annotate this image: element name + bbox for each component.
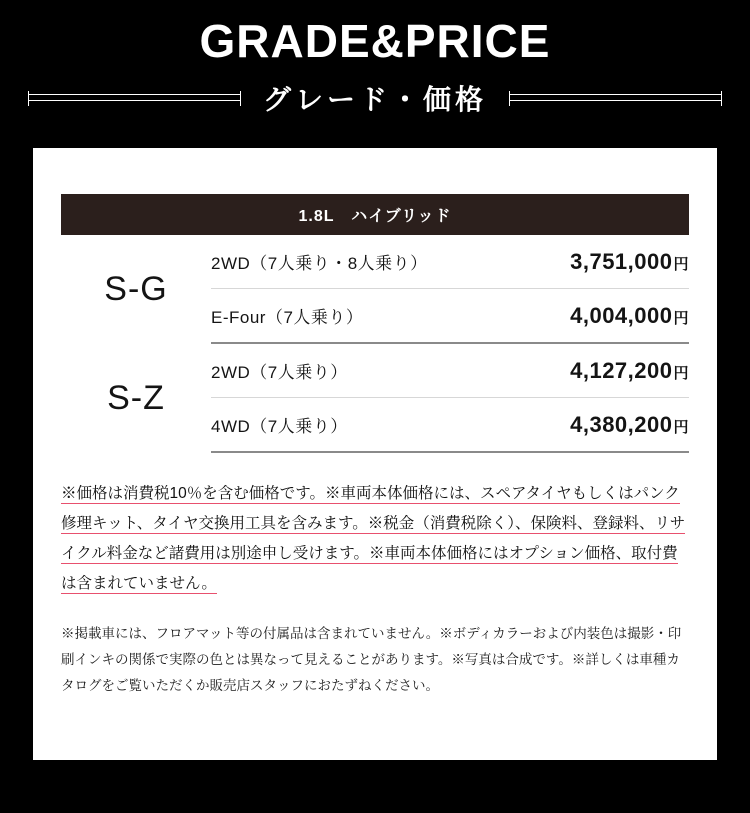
row-price: [570, 358, 689, 384]
row-price-unit: 円: [673, 418, 689, 436]
page-header: [0, 0, 750, 118]
row-price: [570, 412, 689, 438]
notes-primary: [61, 479, 689, 599]
page-subtitle: グレード・価格: [263, 84, 488, 115]
notes-secondary: ※掲載車には、フロアマット等の付属品は含まれていません。※ボディカラーおよび内装色は撮影・印刷インキの関係で実際の色とは異なって見えることがあります。※写真は合成です。※詳しくは車種カタログをご覧いただくか販売店スタッフにおたずねください。: [61, 626, 682, 693]
header-subtitle-row: [0, 78, 750, 118]
row-price-value: 3,751,000: [570, 248, 673, 274]
price-card: [33, 148, 717, 760]
page-title: GRADE&PRICE: [199, 15, 551, 67]
rule-cap-left-inner-icon: [229, 91, 241, 106]
row-spec: 4WD（7人乗り）: [211, 417, 348, 436]
rule-cap-right-inner-icon: [509, 91, 521, 106]
row-price: [570, 249, 689, 275]
row-price-value: 4,127,200: [570, 357, 673, 383]
engine-header: 1.8L ハイブリッド: [61, 194, 689, 235]
table-row: [211, 344, 689, 398]
row-spec: E-Four（7人乗り）: [211, 308, 364, 327]
rule-cap-left-icon: [28, 91, 40, 106]
grade-label-s-z: S-Z: [107, 379, 165, 417]
grade-rows-s-g: [211, 235, 689, 344]
row-price-unit: 円: [673, 309, 689, 327]
row-spec: 2WD（7人乗り）: [211, 363, 348, 382]
header-rule-left: [28, 91, 241, 105]
row-price-unit: 円: [673, 364, 689, 382]
row-price-value: 4,004,000: [570, 302, 673, 328]
grade-rows-s-z: [211, 344, 689, 453]
grade-label-s-g: S-G: [104, 270, 168, 308]
notes-primary-text: ※価格は消費税10％を含む価格です。※車両本体価格には、スペアタイヤもしくはパンク修理キット、タイヤ交換用工具を含みます。※税金（消費税除く）、保険料、登録料、リサイクル料金など諸費用は別途申し受けます。※車両本体価格にはオプション価格、取付費は含まれていません。: [61, 485, 686, 592]
header-rule-right: [509, 91, 722, 105]
row-spec: 2WD（7人乗り・8人乗り）: [211, 254, 428, 273]
table-row: [211, 398, 689, 453]
rule-cap-right-icon: [710, 91, 722, 106]
grade-block-s-z: [61, 344, 689, 453]
table-row: [211, 289, 689, 344]
grade-block-s-g: [61, 235, 689, 344]
table-row: [211, 235, 689, 289]
row-price: [570, 303, 689, 329]
row-price-unit: 円: [673, 255, 689, 273]
row-price-value: 4,380,200: [570, 411, 673, 437]
